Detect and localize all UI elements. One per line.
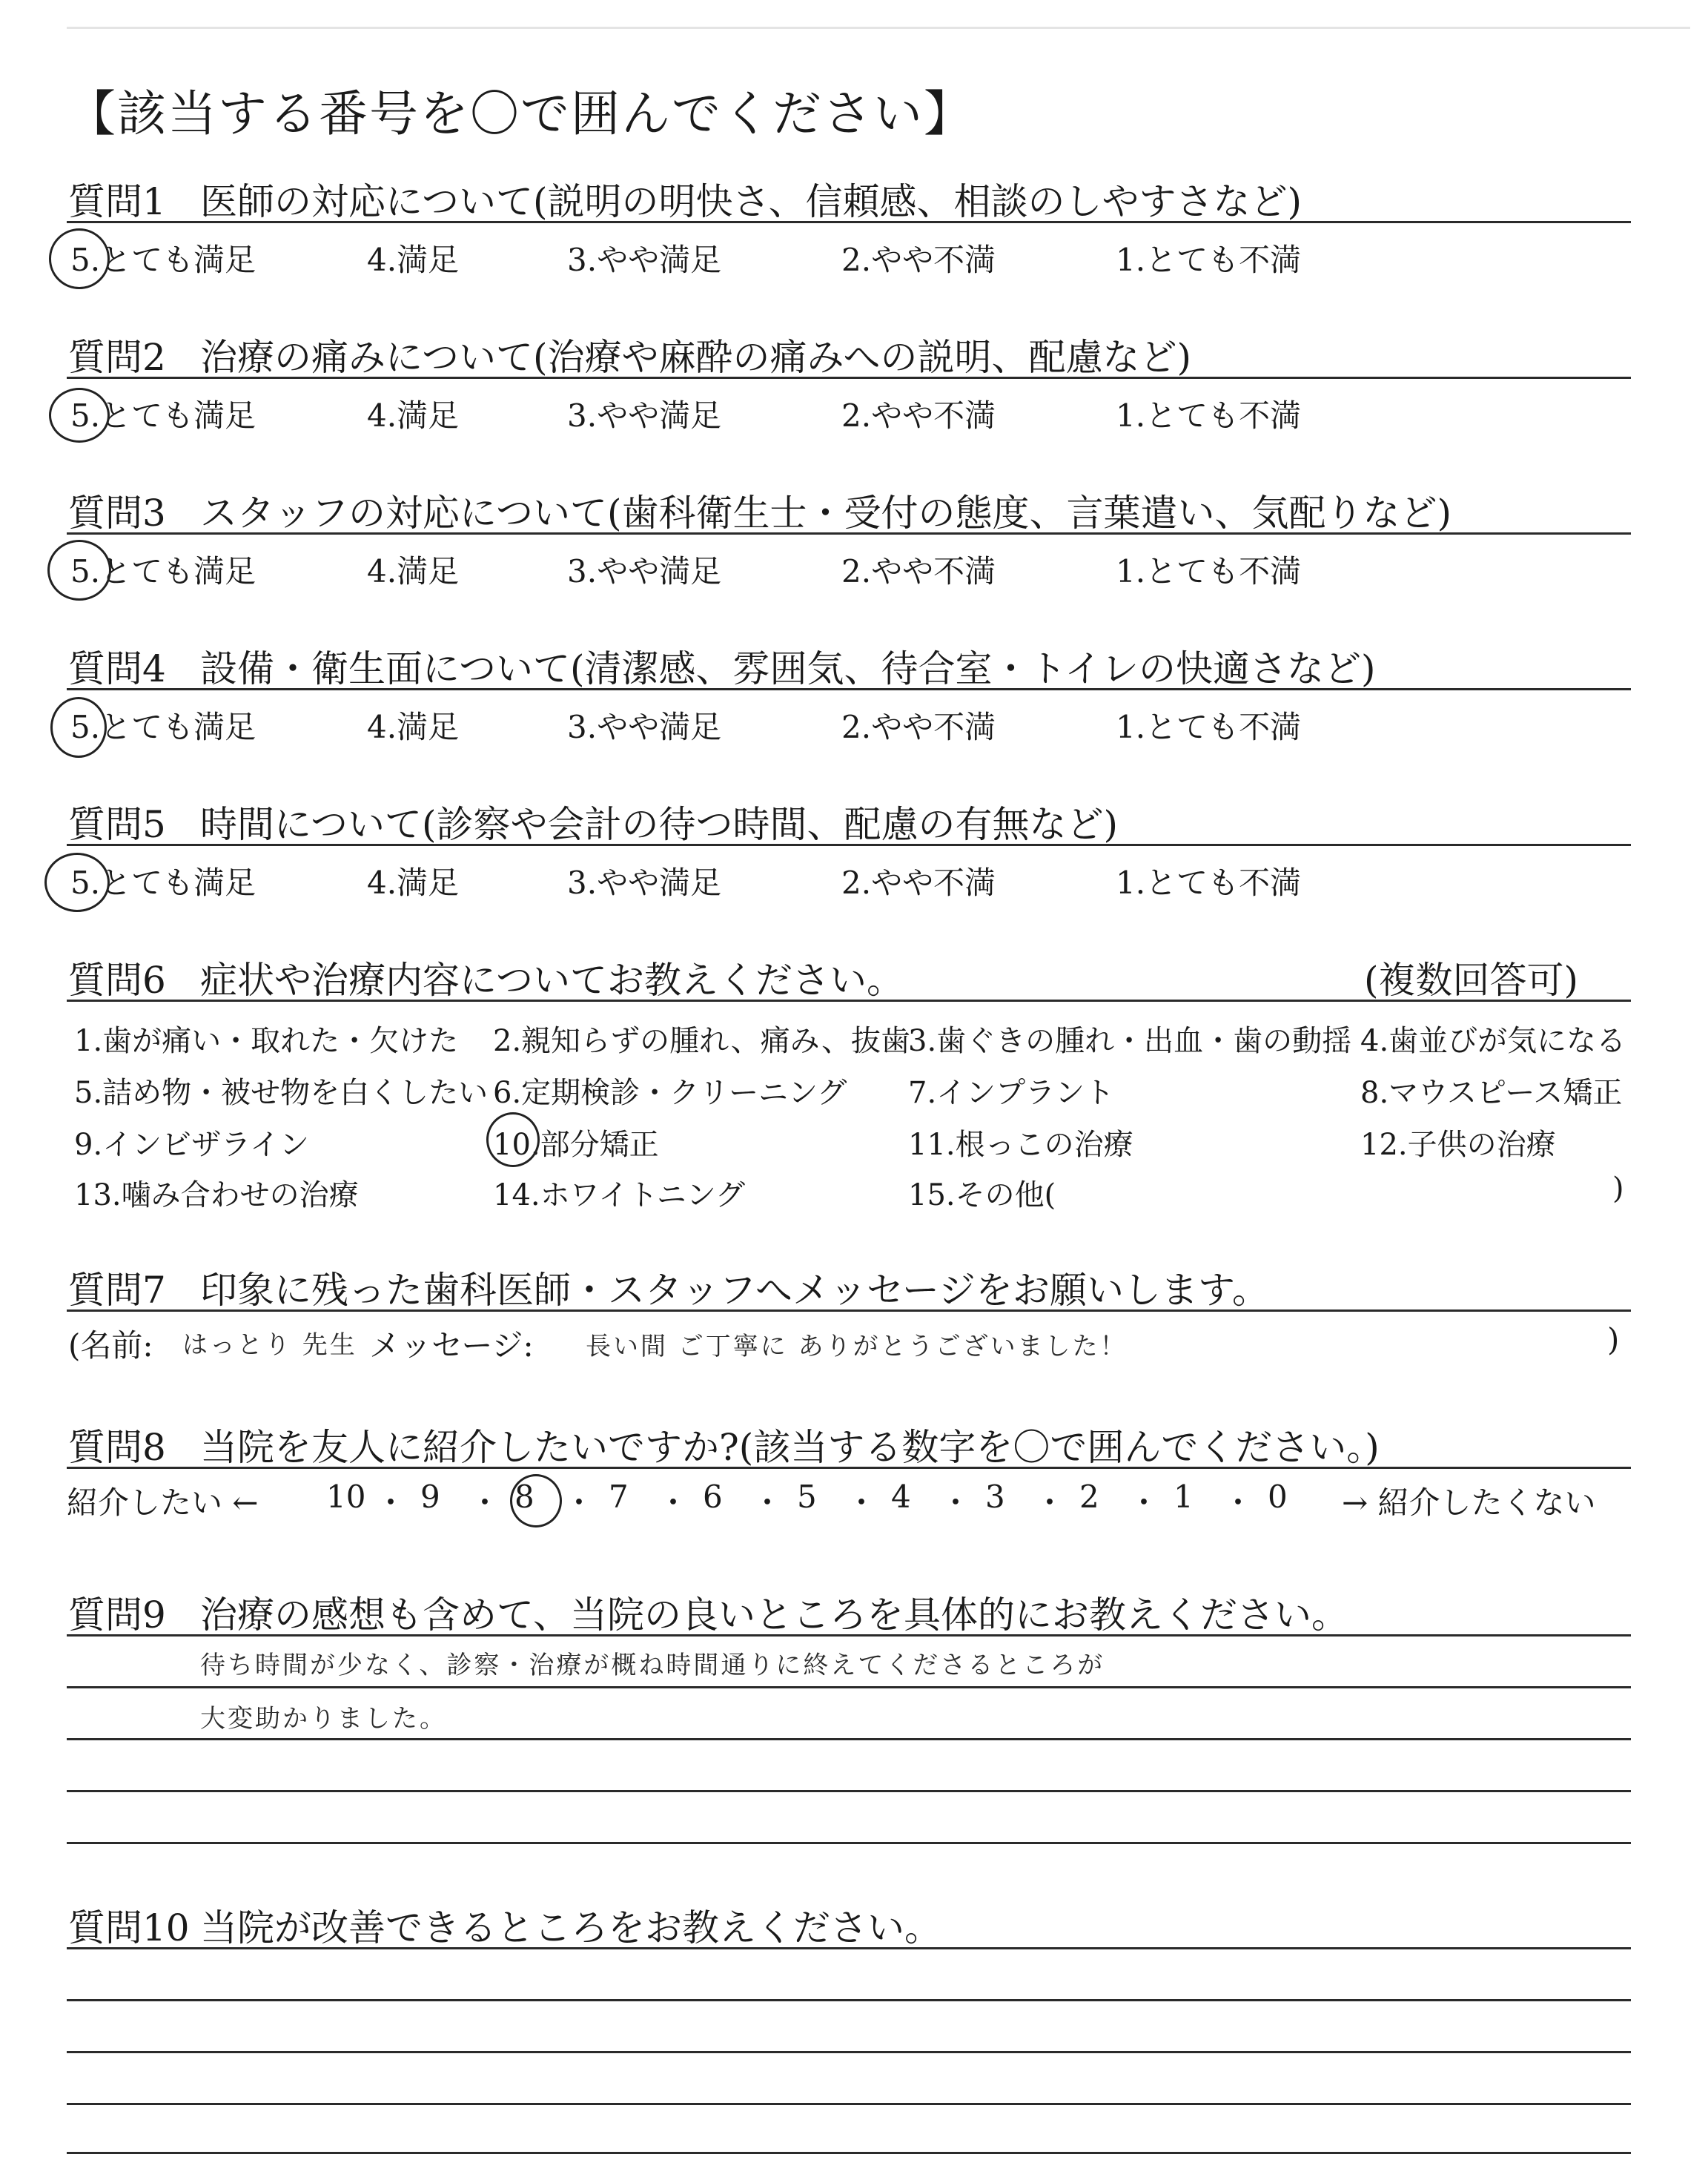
q6-text: 症状や治療内容についてお教えください。 (200, 959, 904, 1002)
q10-answer-line-3 (67, 2103, 1631, 2105)
scale-separator: ・ (1034, 1484, 1066, 1521)
treatment-item-1[interactable]: 1.歯が痛い・取れた・欠けた (74, 1024, 459, 1058)
q2-selection-circle (49, 388, 110, 443)
scale-value-6[interactable]: 6 (703, 1479, 723, 1515)
q9-answer-line-1 (67, 1686, 1631, 1688)
q3-selection-circle (47, 540, 111, 601)
q1-option-3[interactable]: 3.やや満足 (567, 242, 722, 278)
q2-option-1[interactable]: 1.とても不満 (1116, 397, 1302, 434)
q6-note: (複数回答可) (1364, 959, 1579, 1002)
scale-value-8[interactable]: 8 (514, 1479, 534, 1515)
q4-option-2[interactable]: 2.やや不満 (841, 709, 996, 745)
q7-message-label: メッセージ: (369, 1327, 534, 1364)
scale-separator: ・ (658, 1484, 689, 1521)
q7-rule (67, 1309, 1631, 1312)
q8-rule (67, 1467, 1631, 1469)
q7-close-paren: ) (1607, 1321, 1620, 1358)
q3-option-3[interactable]: 3.やや満足 (567, 553, 722, 589)
q5-selection-circle (44, 853, 110, 912)
scale-value-5[interactable]: 5 (797, 1479, 817, 1515)
q8-left-label: 紹介したい ← (67, 1484, 259, 1521)
q3-rule (67, 532, 1631, 535)
q4-selection-circle (50, 697, 107, 758)
treatment-item-7[interactable]: 7.インプラント (908, 1076, 1115, 1110)
scale-separator: ・ (469, 1484, 501, 1521)
q8-right-label: → 紹介したくない (1342, 1484, 1596, 1521)
q8-label: 質問8 (68, 1426, 166, 1469)
q9-rule (67, 1634, 1631, 1636)
scale-value-7[interactable]: 7 (609, 1479, 629, 1515)
q9-answer-line-1-text[interactable]: 待ち時間が少なく、診察・治療が概ね時間通りに終えてくださるところが (200, 1651, 1105, 1680)
scale-value-2[interactable]: 2 (1079, 1479, 1099, 1515)
q2-text: 治療の痛みについて(治療や麻酔の痛みへの説明、配慮など) (200, 336, 1192, 379)
scale-separator: ・ (1128, 1484, 1160, 1521)
q2-option-5[interactable]: 5.とても満足 (70, 397, 256, 434)
scale-separator: ・ (375, 1484, 407, 1521)
q9-text: 治療の感想も含めて、当院の良いところを具体的にお教えください。 (200, 1593, 1348, 1636)
q4-option-3[interactable]: 3.やや満足 (567, 709, 722, 745)
q5-label: 質問5 (68, 803, 166, 846)
treatment-item-6[interactable]: 6.定期検診・クリーニング (493, 1076, 847, 1110)
q1-selection-circle (49, 228, 110, 289)
q8-text: 当院を友人に紹介したいですか?(該当する数字を〇で囲んでください。) (200, 1426, 1380, 1469)
q2-option-3[interactable]: 3.やや満足 (567, 397, 722, 434)
q9-answer-line-2-text[interactable]: 大変助かりました。 (200, 1704, 447, 1734)
treatment-item-4[interactable]: 4.歯並びが気になる (1360, 1024, 1626, 1058)
q4-text: 設備・衛生面について(清潔感、雰囲気、待合室・トイレの快適さなど) (200, 647, 1376, 690)
q1-option-4[interactable]: 4.満足 (367, 242, 460, 278)
q7-text: 印象に残った歯科医師・スタッフへメッセージをお願いします。 (200, 1269, 1269, 1312)
q4-rule (67, 688, 1631, 690)
q7-message-value[interactable]: 長い間 ご丁寧に ありがとうございました！ (586, 1332, 1128, 1361)
q5-option-5[interactable]: 5.とても満足 (70, 865, 256, 901)
q7-label: 質問7 (68, 1269, 166, 1312)
form-title: 【該当する番号を〇で囲んでください】 (67, 85, 974, 142)
q10-answer-line-4 (67, 2152, 1631, 2154)
q3-option-1[interactable]: 1.とても不満 (1116, 553, 1302, 589)
treatment-item-15[interactable]: 15.その他( (908, 1178, 1056, 1212)
scale-separator: ・ (563, 1484, 595, 1521)
scale-separator: ・ (752, 1484, 784, 1521)
scale-value-4[interactable]: 4 (891, 1479, 911, 1515)
q3-option-5[interactable]: 5.とても満足 (70, 553, 256, 589)
scale-separator: ・ (940, 1484, 972, 1521)
q10-answer-line-2 (67, 2051, 1631, 2053)
scale-separator: ・ (846, 1484, 878, 1521)
q2-rule (67, 377, 1631, 379)
treatment-item-12[interactable]: 12.子供の治療 (1360, 1128, 1556, 1162)
q10-answer-line-1 (67, 1999, 1631, 2001)
scale-value-0[interactable]: 0 (1268, 1479, 1288, 1515)
q3-option-2[interactable]: 2.やや不満 (841, 553, 996, 589)
q10-rule (67, 1947, 1631, 1949)
q1-option-1[interactable]: 1.とても不満 (1116, 242, 1302, 278)
q1-option-2[interactable]: 2.やや不満 (841, 242, 996, 278)
treatment-selection-circle (486, 1112, 540, 1167)
q1-text: 医師の対応について(説明の明快さ、信頼感、相談のしやすさなど) (200, 180, 1302, 223)
q9-answer-line-4 (67, 1842, 1631, 1844)
scale-value-10[interactable]: 10 (326, 1479, 366, 1515)
scale-separator: ・ (1222, 1484, 1254, 1521)
q3-option-4[interactable]: 4.満足 (367, 553, 460, 589)
q5-option-1[interactable]: 1.とても不満 (1116, 865, 1302, 901)
q10-text: 当院が改善できるところをお教えください。 (200, 1906, 941, 1949)
treatment-item-2[interactable]: 2.親知らずの腫れ、痛み、抜歯 (493, 1024, 910, 1058)
scale-value-9[interactable]: 9 (420, 1479, 440, 1515)
scale-value-3[interactable]: 3 (985, 1479, 1005, 1515)
scale-value-1[interactable]: 1 (1174, 1479, 1194, 1515)
q8-selection-circle (510, 1474, 562, 1527)
q5-option-2[interactable]: 2.やや不満 (841, 865, 996, 901)
q10-label: 質問10 (68, 1906, 190, 1949)
q5-option-4[interactable]: 4.満足 (367, 865, 460, 901)
treatment-item-9[interactable]: 9.インビザライン (74, 1128, 309, 1162)
q6-rule (67, 1000, 1631, 1002)
q4-option-4[interactable]: 4.満足 (367, 709, 460, 745)
q6-label: 質問6 (68, 959, 166, 1002)
treatment-item-5[interactable]: 5.詰め物・被せ物を白くしたい (74, 1076, 489, 1110)
q4-option-5[interactable]: 5.とても満足 (70, 709, 256, 745)
treatment-item-10[interactable]: 10.部分矯正 (493, 1128, 659, 1162)
q2-label: 質問2 (68, 336, 166, 379)
treatment-item-14[interactable]: 14.ホワイトニング (493, 1178, 746, 1212)
treatment-item-11[interactable]: 11.根っこの治療 (908, 1128, 1133, 1162)
treatment-other-close: ) (1612, 1172, 1624, 1206)
q7-name-value[interactable]: はっとり 先生 (182, 1330, 357, 1360)
q4-option-1[interactable]: 1.とても不満 (1116, 709, 1302, 745)
treatment-item-3[interactable]: 3.歯ぐきの腫れ・出血・歯の動揺 (908, 1024, 1352, 1058)
q2-option-2[interactable]: 2.やや不満 (841, 397, 996, 434)
treatment-item-8[interactable]: 8.マウスピース矯正 (1360, 1076, 1623, 1110)
q1-option-5[interactable]: 5.とても満足 (70, 242, 256, 278)
q2-option-4[interactable]: 4.満足 (367, 397, 460, 434)
q9-label: 質問9 (68, 1593, 166, 1636)
treatment-item-13[interactable]: 13.噛み合わせの治療 (74, 1178, 359, 1212)
q3-text: スタッフの対応について(歯科衛生士・受付の態度、言葉遣い、気配りなど) (200, 492, 1452, 535)
q5-text: 時間について(診察や会計の待つ時間、配慮の有無など) (200, 803, 1119, 846)
scan-top-edge (67, 27, 1690, 29)
q4-label: 質問4 (68, 647, 166, 690)
q9-answer-line-3 (67, 1790, 1631, 1792)
q7-name-label: (名前: (68, 1327, 153, 1364)
q5-rule (67, 844, 1631, 846)
q5-option-3[interactable]: 3.やや満足 (567, 865, 722, 901)
q1-rule (67, 221, 1631, 223)
q9-answer-line-2 (67, 1738, 1631, 1740)
q1-label: 質問1 (68, 180, 166, 223)
q3-label: 質問3 (68, 492, 166, 535)
